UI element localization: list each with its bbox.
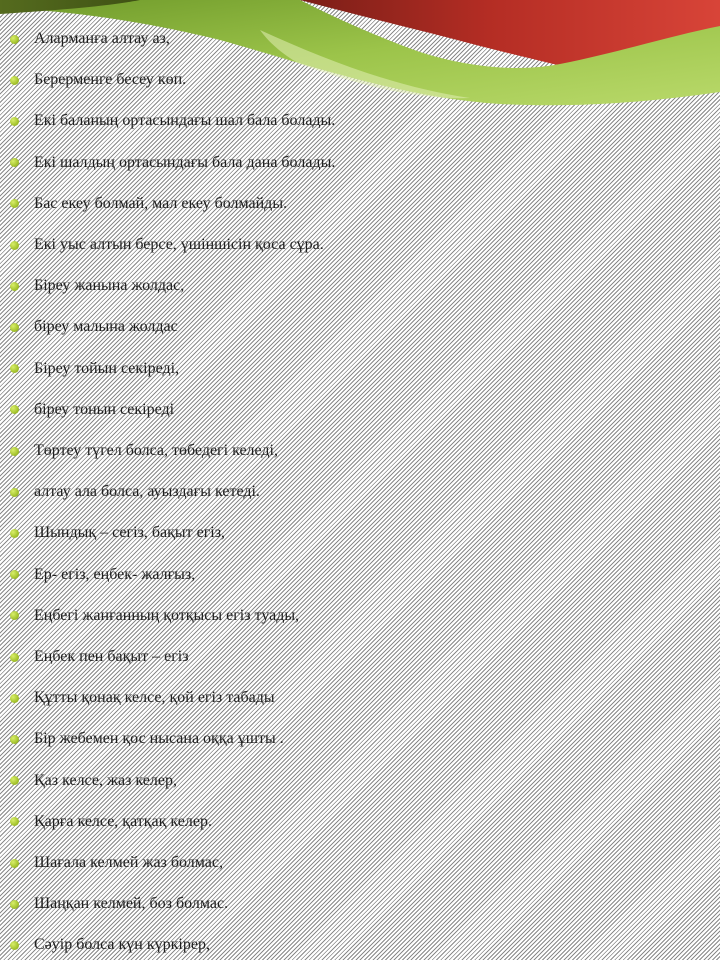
- bullet-dot-icon: [10, 447, 19, 456]
- bullet-text: Бір жебемен қос нысана оққа ұшты .: [34, 730, 284, 748]
- bullet-dot-icon: [10, 364, 19, 373]
- bullet-text: Шағала келмей жаз болмас,: [34, 854, 223, 871]
- bullet-text: Қарға келсе, қатқақ келер.: [34, 812, 212, 830]
- bullet-item: [10, 683, 275, 713]
- bullet-dot-icon: [10, 653, 19, 662]
- bullet-item: [10, 560, 195, 590]
- bullet-dot-icon: [10, 941, 19, 950]
- bullet-dot-icon: [10, 529, 19, 538]
- bullet-text: Ер- егіз, еңбек- жалғыз,: [34, 565, 196, 583]
- bullet-text: Шындық – сегіз, бақыт егіз,: [34, 524, 226, 542]
- bullet-text: Біреу жанына жолдас,: [34, 277, 185, 295]
- bullet-dot-icon: [10, 859, 19, 868]
- bullet-item: [10, 65, 186, 95]
- bullet-item: [10, 930, 210, 960]
- bullet-dot-icon: [10, 817, 19, 826]
- bullet-text: Еңбек пен бақыт – егіз: [34, 648, 189, 665]
- bullet-item: [10, 807, 212, 837]
- bullet-dot-icon: [10, 694, 19, 703]
- bullet-dot-icon: [10, 735, 19, 744]
- bullet-item: [10, 889, 228, 919]
- bullet-text: Сәуір болса күн күркірер,: [34, 936, 210, 954]
- bullet-dot-icon: [10, 611, 19, 620]
- bullet-dot-icon: [10, 405, 19, 414]
- bullet-text: біреу тонын секіреді: [34, 400, 175, 418]
- bullet-text: Біреу тойын секіреді,: [34, 359, 180, 377]
- bullet-item: [10, 354, 179, 384]
- bullet-dot-icon: [10, 570, 19, 579]
- bullet-dot-icon: [10, 117, 19, 126]
- bullet-item: [10, 848, 223, 878]
- bullet-text: Екі шалдың ортасындағы бала дана болады.: [34, 153, 336, 171]
- bullet-item: [10, 601, 299, 631]
- bullet-item: [10, 312, 178, 342]
- bullet-text: Аларманға алтау аз,: [34, 30, 170, 47]
- bullet-item: [10, 148, 335, 178]
- bullet-item: [10, 230, 324, 260]
- bullet-dot-icon: [10, 76, 19, 85]
- bullet-dot-icon: [10, 900, 19, 909]
- bullet-text: біреу малына жолдас: [34, 318, 178, 336]
- bullet-dot-icon: [10, 282, 19, 291]
- bullet-text: Төртеу түгел болса, төбедегі келеді,: [34, 442, 278, 459]
- bullet-item: [10, 106, 335, 136]
- bullet-text: Шаңқан келмей, боз болмас.: [34, 895, 229, 913]
- bullet-text: Екі баланың ортасындағы шал бала болады.: [34, 112, 336, 130]
- bullet-text: Қаз келсе, жаз келер,: [34, 771, 177, 789]
- bullet-item: [10, 24, 170, 54]
- bullet-item: [10, 766, 177, 796]
- bullet-item: [10, 724, 284, 754]
- bullet-dot-icon: [10, 241, 19, 250]
- bullet-text: Еңбегі жанғанның қотқысы егіз туады,: [34, 606, 300, 624]
- bullet-text: Құтты қонақ келсе, қой егіз табады: [34, 689, 275, 707]
- bullet-item: [10, 436, 278, 466]
- bullet-dot-icon: [10, 158, 19, 167]
- bullet-item: [10, 395, 174, 425]
- bullet-text: алтау ала болса, ауыздағы кетеді.: [34, 483, 260, 501]
- bullet-item: [10, 518, 225, 548]
- bullet-dot-icon: [10, 776, 19, 785]
- bullet-dot-icon: [10, 199, 19, 208]
- bullet-text: Екі уыс алтын берсе, үшіншісін қоса сұра.: [34, 236, 324, 253]
- bullet-item: [10, 271, 184, 301]
- bullet-text: Берерменге бесеу көп.: [34, 71, 187, 89]
- bullet-item: [10, 642, 189, 672]
- bullet-dot-icon: [10, 323, 19, 332]
- bullet-item: [10, 477, 260, 507]
- bullet-text: Бас екеу болмай, мал екеу болмайды.: [34, 194, 288, 212]
- bullet-dot-icon: [10, 488, 19, 497]
- bullet-item: [10, 189, 287, 219]
- bullet-dot-icon: [10, 35, 19, 44]
